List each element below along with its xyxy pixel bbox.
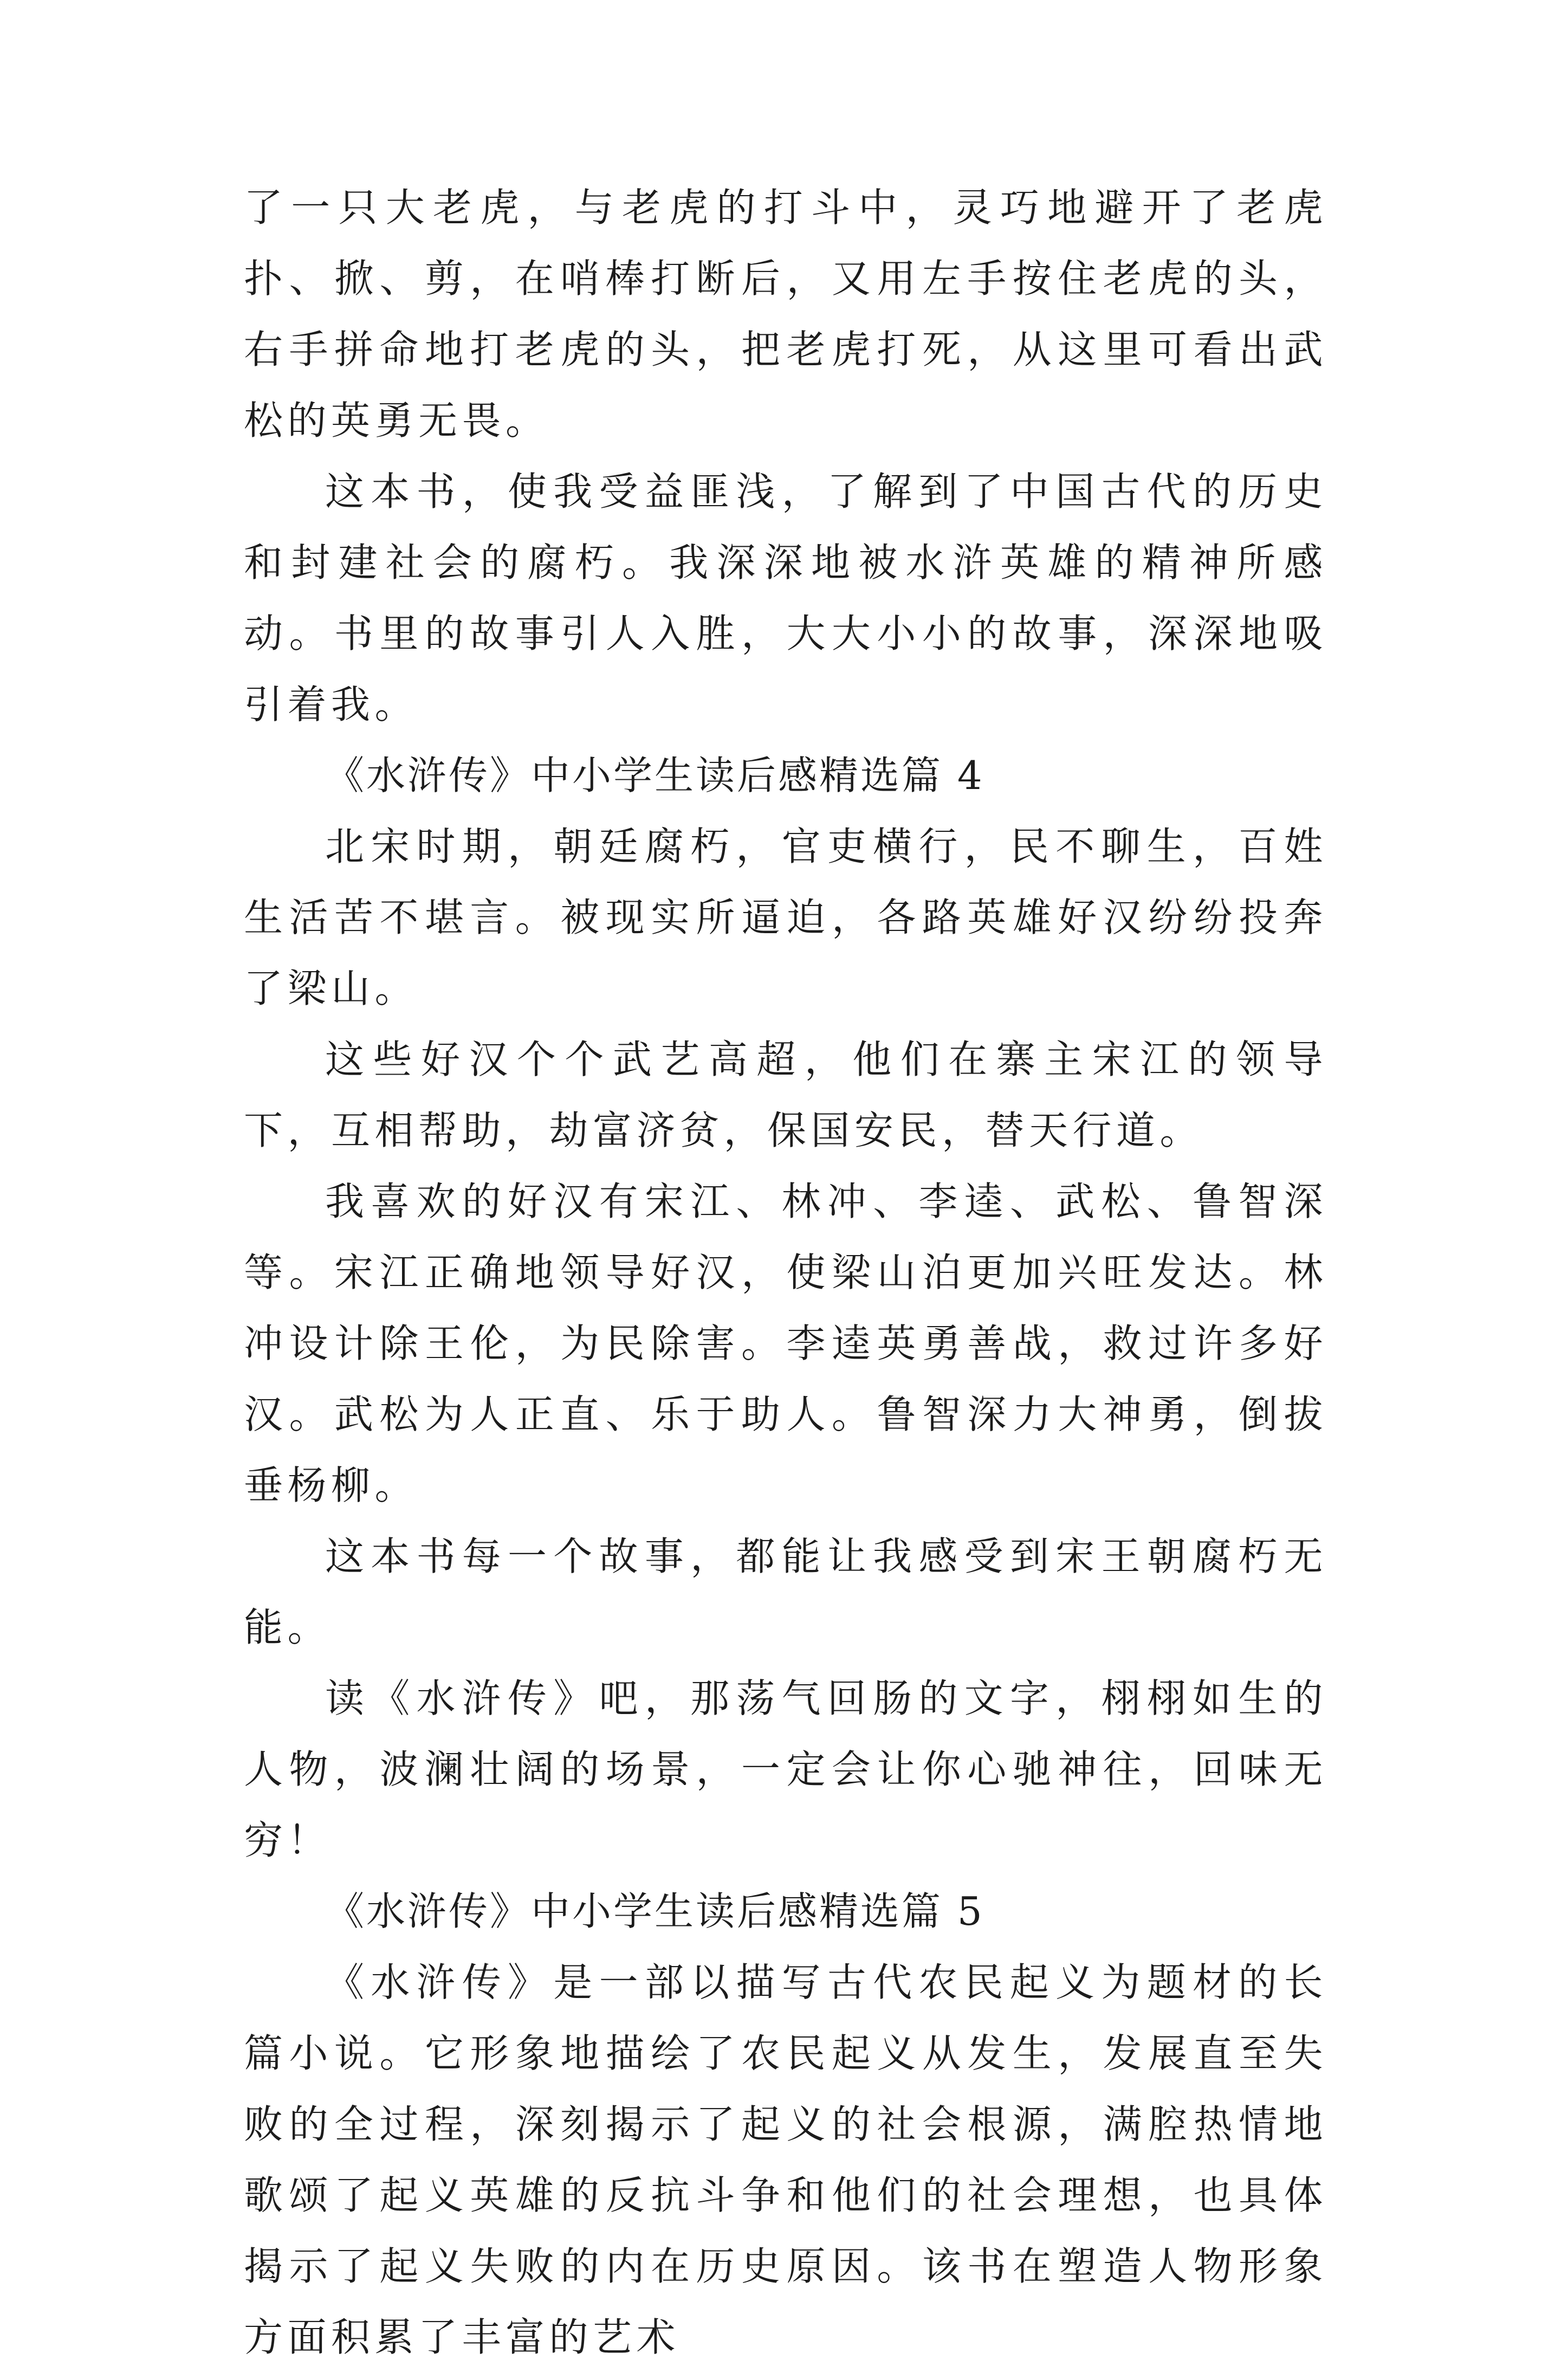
paragraph-3: 北宋时期，朝廷腐朽，官吏横行，民不聊生，百姓生活苦不堪言。被现实所逼迫，各路英雄好汉纷纷投奔了梁山。 [244, 824, 1327, 1011]
document-body [244, 172, 1327, 2373]
paragraph-5: 我喜欢的好汉有宋江、林冲、李逵、武松、鲁智深等。宋江正确地领导好汉，使梁山泊更加兴旺发达。林冲设计除王伦，为民除害。李逵英勇善战，救过许多好汉。武松为人正直、乐于助人。鲁智深力大神勇，倒拔垂杨柳。 [244, 1179, 1327, 1508]
paragraph-1: 了一只大老虎，与老虎的打斗中，灵巧地避开了老虎扑、掀、剪，在哨棒打断后，又用左手按住老虎的头，右手拼命地打老虎的头，把老虎打死，从这里可看出武松的英勇无畏。 [244, 185, 1327, 443]
paragraph-8: 《水浒传》是一部以描写古代农民起义为题材的长篇小说。它形象地描绘了农民起义从发生，发展直至失败的全过程，深刻揭示了起义的社会根源，满腔热情地歌颂了起义英雄的反抗斗争和他们的社会理想，也具体揭示了起义失败的内在历史原因。该书在塑造人物形象方面积累了丰富的艺术 [244, 1960, 1327, 2360]
section-heading-5: 《水浒传》中小学生读后感精选篇 5 [325, 1889, 984, 1934]
section-heading-4: 《水浒传》中小学生读后感精选篇 4 [325, 753, 984, 798]
paragraph-6: 这本书每一个故事，都能让我感受到宋王朝腐朽无能。 [244, 1534, 1327, 1650]
paragraph-7: 读《水浒传》吧，那荡气回肠的文字，栩栩如生的人物，波澜壮阔的场景，一定会让你心驰神往，回味无穷！ [244, 1676, 1327, 1863]
paragraph-4: 这些好汉个个武艺高超，他们在寨主宋江的领导下，互相帮助，劫富济贫，保国安民，替天行道。 [244, 1037, 1327, 1153]
paragraph-2: 这本书，使我受益匪浅，了解到了中国古代的历史和封建社会的腐朽。我深深地被水浒英雄的精神所感动。书里的故事引人入胜，大大小小的故事，深深地吸引着我。 [244, 469, 1327, 727]
